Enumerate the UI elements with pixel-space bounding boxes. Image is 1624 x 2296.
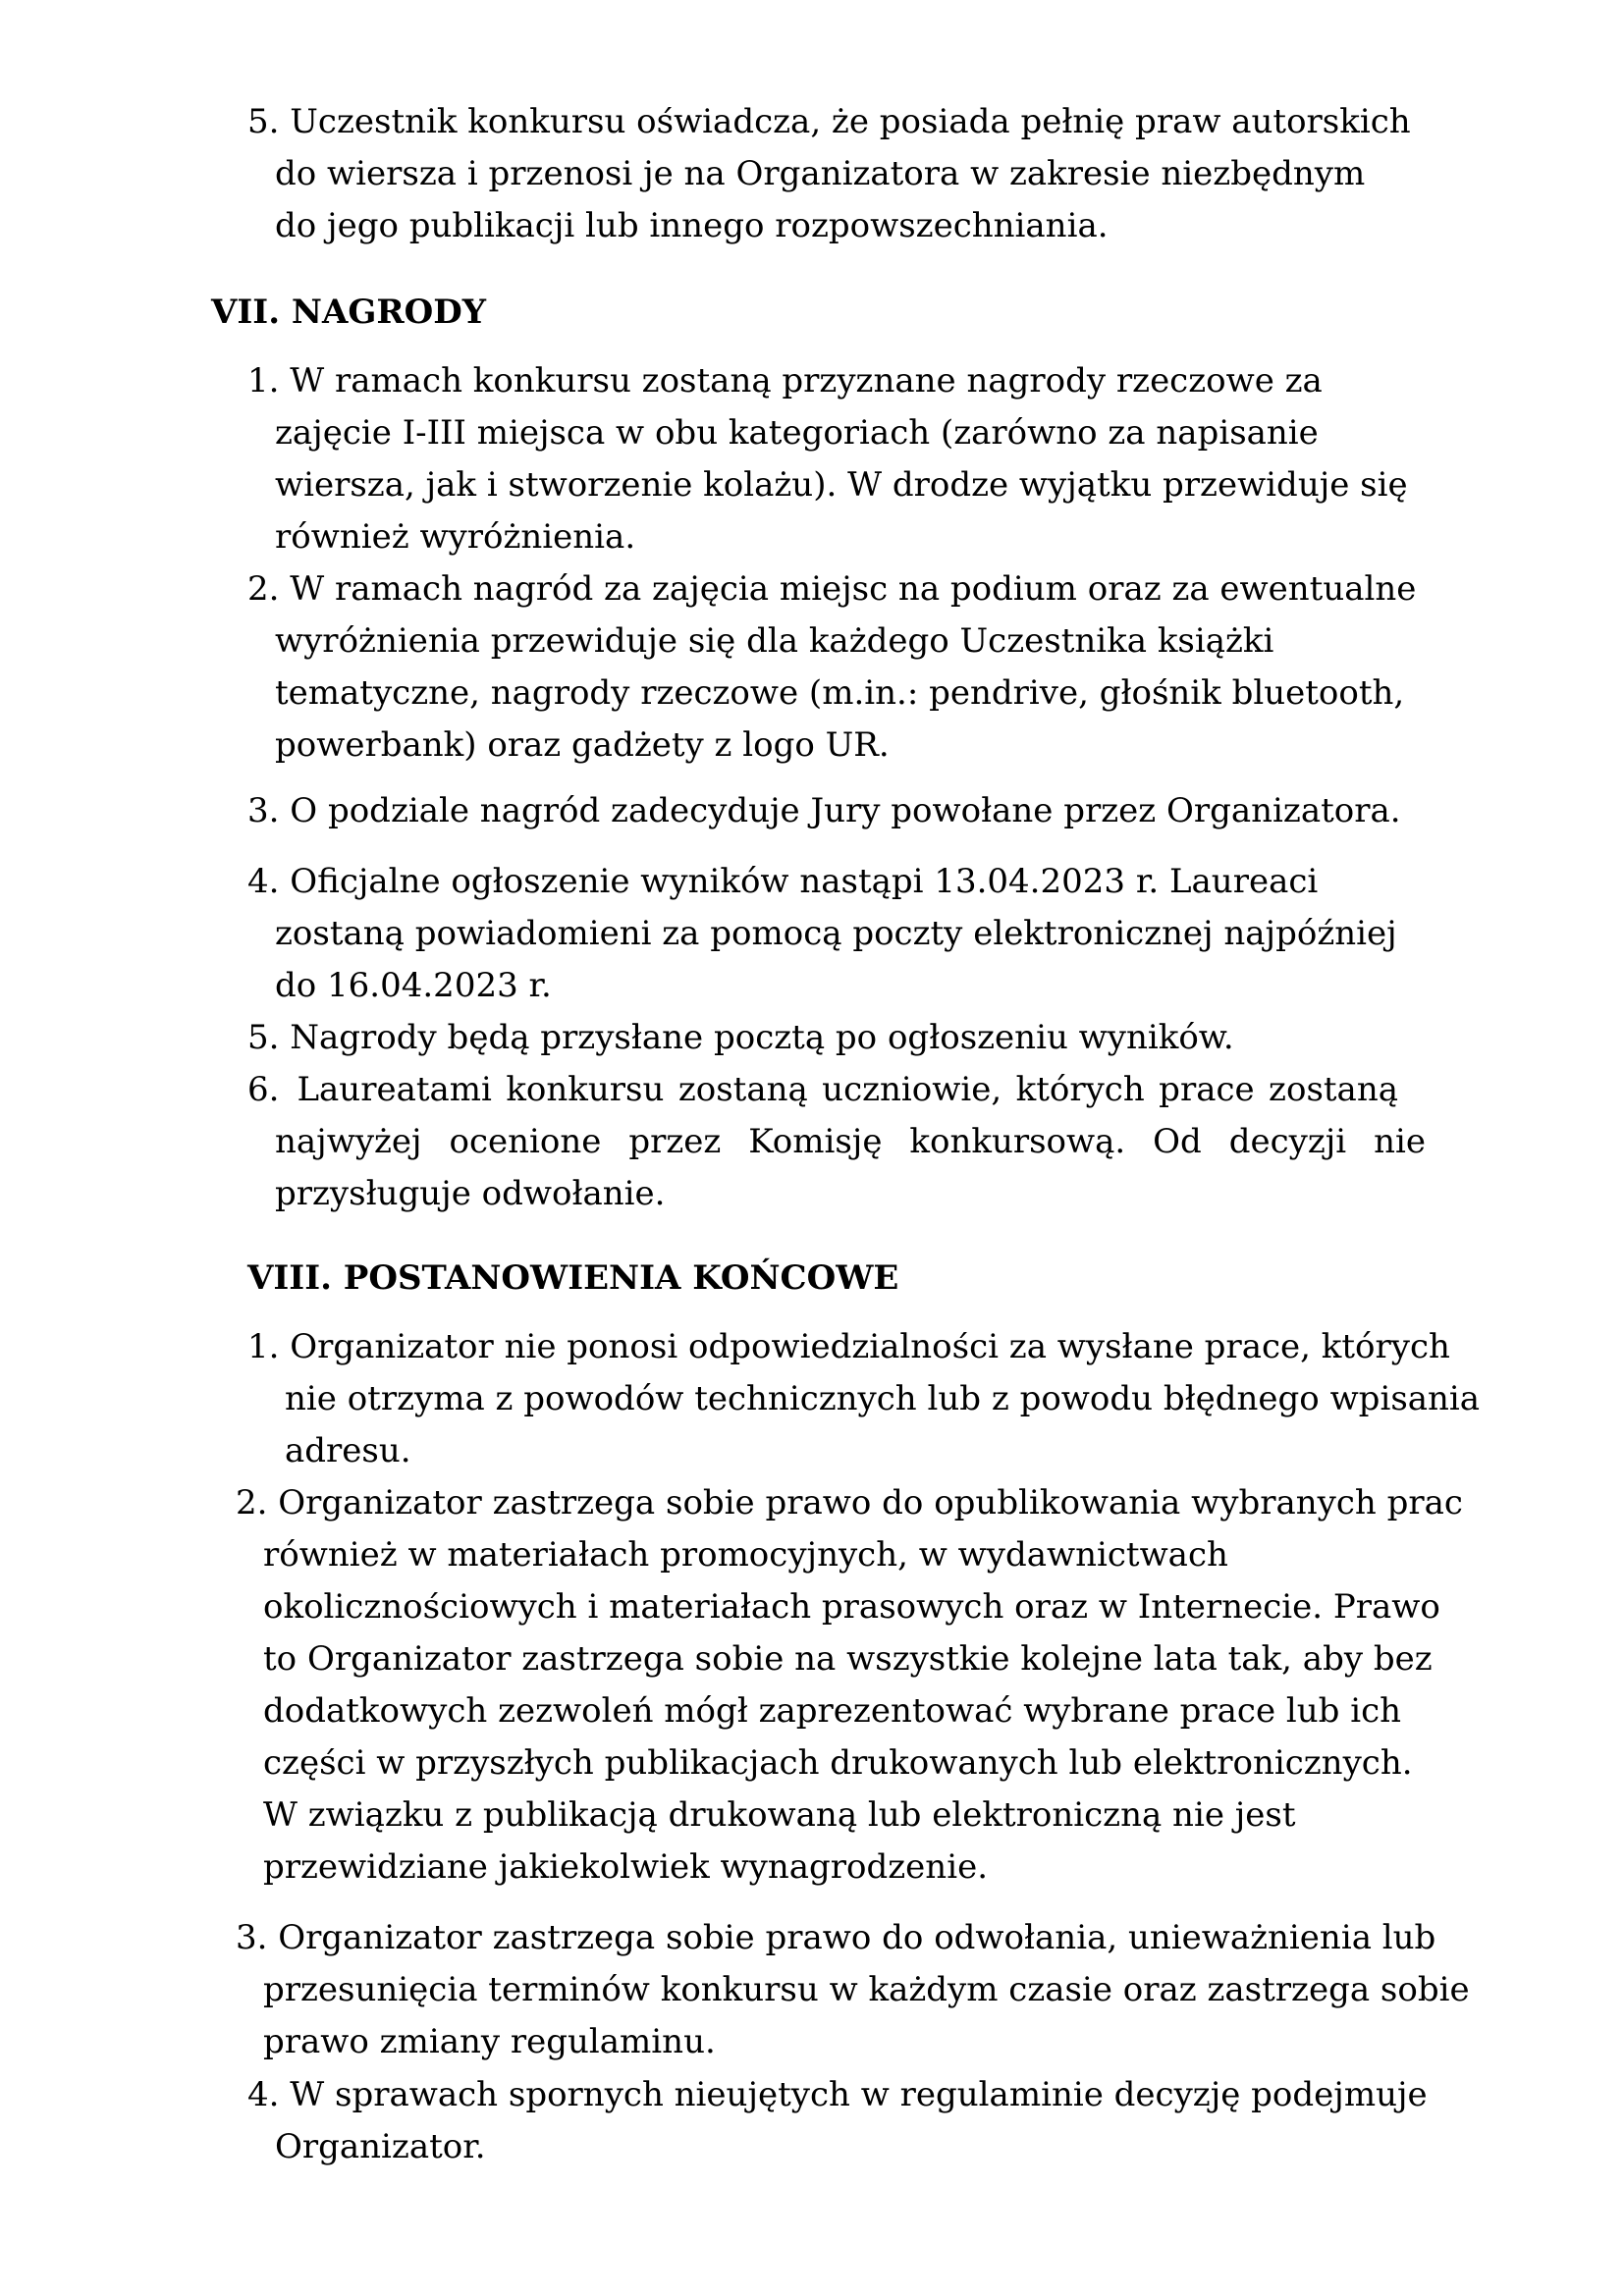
list-item-nagrody-6: 6. Laureatami konkursu zostaną uczniowie, których prace zostaną najwyżej ocenione przez Komisję konkursową. Od decyzji nie przysługuje odwołanie.: [247, 1064, 1426, 1220]
list-number: 1.: [247, 1327, 280, 1366]
list-item-nagrody-2: 2. W ramach nagród za zajęcia miejsc na podium oraz za ewentualne wyróżnienia przewiduje się dla każdego Uczestnika książki tematyczne, nagrody rzeczowe (m.in.: pendrive, głośnik bluetooth, powerbank) oraz gadżety z logo UR.: [247, 569, 1417, 765]
list-item-postanowienia-4: 4. W sprawach spornych nieujętych w regulaminie decyzję podejmuje Organizator.: [247, 2075, 1428, 2166]
list-number: 3.: [236, 1918, 268, 1957]
list-item-nagrody-3: 3. O podziale nagród zadecyduje Jury powołane przez Organizatora.: [247, 791, 1401, 830]
list-item-postanowienia-3: 3. Organizator zastrzega sobie prawo do odwołania, unieważnienia lub przesunięcia terminów konkursu w każdym czasie oraz zastrzega sobie prawo zmiany regulaminu.: [236, 1918, 1470, 2061]
list-number: 6.: [247, 1070, 280, 1109]
list-number: 4.: [247, 2075, 280, 2114]
list-number: 2.: [236, 1483, 268, 1522]
list-item-line: do wiersza i przenosi je na Organizatora w zakresie niezbędnym: [275, 154, 1366, 193]
section-heading-postanowienia: VIII. POSTANOWIENIA KOŃCOWE: [247, 1258, 899, 1298]
list-number: 4.: [247, 862, 280, 901]
list-item-nagrody-4: 4. Oficjalne ogłoszenie wyników nastąpi 13.04.2023 r. Laureaci zostaną powiadomieni za pomocą poczty elektronicznej najpóźniej do 16.04.2023 r.: [247, 862, 1397, 1005]
list-item-line: do jego publikacji lub innego rozpowszechniania.: [275, 206, 1109, 245]
list-number: 2.: [247, 569, 280, 609]
section-heading-nagrody: VII. NAGRODY: [211, 293, 486, 332]
list-number: 3.: [247, 791, 280, 830]
list-number: 5.: [247, 102, 280, 141]
list-item-postanowienia-1: 1. Organizator nie ponosi odpowiedzialności za wysłane prace, których nie otrzyma z powodów technicznych lub z powodu błędnego wpisania adresu.: [247, 1327, 1481, 1470]
list-number: 5.: [247, 1018, 280, 1057]
list-item-line: 5. Uczestnik konkursu oświadcza, że posiada pełnię praw autorskich: [247, 102, 1411, 141]
list-item-nagrody-1: 1. W ramach konkursu zostaną przyznane nagrody rzeczowe za zajęcie I-III miejsca w obu kategoriach (zarówno za napisanie wiersza, jak i stworzenie kolażu). W drodze wyjątku przewiduje się również wyróżnienia.: [247, 361, 1408, 557]
list-item-postanowienia-2: 2. Organizator zastrzega sobie prawo do opublikowania wybranych prac również w materiałach promocyjnych, w wydawnictwach okolicznościowych i materiałach prasowych oraz w Internecie. Prawo to Organizator zastrzega sobie na wszystkie kolejne lata tak, aby bez dodatkowych zezwoleń mógł zaprezentować wybrane prace lub ich części w przyszłych publikacjach drukowanych lub elektronicznych. W związku z publikacją drukowaną lub elektroniczną nie jest przewidziane jakiekolwiek wynagrodzenie.: [236, 1483, 1463, 1887]
list-number: 1.: [247, 361, 280, 400]
list-item-top-5: [247, 96, 1411, 252]
list-item-nagrody-5: 5. Nagrody będą przysłane pocztą po ogłoszeniu wyników.: [247, 1018, 1234, 1057]
